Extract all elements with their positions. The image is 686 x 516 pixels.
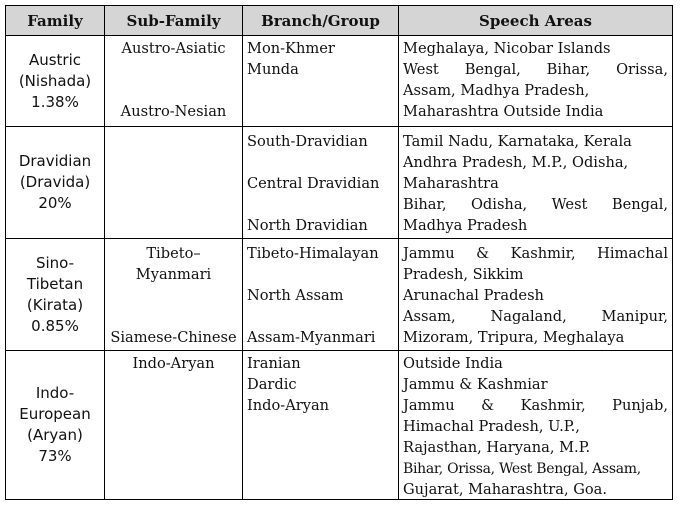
family-line: (Kirata) [26, 295, 84, 314]
speech-area-line: Maharashtra Outside India [403, 103, 604, 120]
speech-area-word: & [481, 397, 495, 414]
speech-area-line [403, 396, 668, 416]
speech-area-word: Himachal [597, 245, 668, 262]
speech-area-word: Jammu [403, 397, 455, 414]
table-row [6, 351, 673, 500]
header-branch-group: Branch/Group [243, 6, 399, 36]
speech-area-word: Nagaland, [490, 308, 567, 325]
speech-area-line [403, 60, 668, 80]
speech-areas-cell [399, 351, 673, 500]
branch-cell [243, 351, 399, 500]
speech-area-line: Outside India [403, 355, 503, 372]
table-row [6, 36, 673, 127]
subfamily-cell [105, 239, 243, 351]
subfamily-line: Indo-Aryan [132, 355, 215, 372]
speech-area-word: Bihar, [403, 196, 447, 213]
speech-area-line: Andhra Pradesh, M.P., Odisha, [403, 154, 629, 171]
family-line: Austric [28, 50, 82, 69]
speech-area-word: Kashmir, [520, 397, 586, 414]
branch-line: Assam-Myanmari [247, 329, 376, 346]
family-line: European [19, 405, 91, 423]
speech-areas-cell [399, 127, 673, 239]
speech-area-line: Gujarat, Maharashtra, Goa. [403, 481, 608, 498]
subfamily-cell [105, 351, 243, 500]
family-line: Dravidian [18, 152, 92, 170]
speech-area-word: West [551, 196, 588, 213]
family-line: Indo- [35, 384, 75, 402]
family-line: Sino- [35, 253, 75, 272]
speech-area-line: Pradesh, Sikkim [403, 266, 524, 283]
branch-line: Iranian [247, 355, 301, 372]
family-line: 0.85% [31, 316, 79, 335]
subfamily-cell [105, 127, 243, 239]
subfamily-line: Austro-Nesian [120, 103, 227, 120]
branch-cell [243, 239, 399, 351]
speech-area-line: Jammu & Kashmiar [403, 376, 548, 393]
family-line: Tibetan [26, 274, 84, 293]
family-cell [6, 36, 105, 127]
family-line: 20% [38, 194, 72, 212]
family-cell [6, 239, 105, 351]
speech-area-line: Mizoram, Tripura, Meghalaya [403, 329, 625, 346]
family-line: (Nishada) [18, 71, 92, 90]
branch-line: Mon-Khmer [247, 40, 335, 57]
speech-area-line: Himachal Pradesh, U.P., [403, 418, 580, 435]
subfamily-line: Myanmari [135, 266, 212, 283]
speech-area-word: Assam, [403, 308, 456, 325]
table-row [6, 127, 673, 239]
branch-line: North Assam [247, 287, 344, 304]
family-cell [6, 127, 105, 239]
speech-area-line: Madhya Pradesh [403, 217, 528, 234]
speech-area-line [403, 244, 668, 264]
speech-area-line: Meghalaya, Nicobar Islands [403, 40, 611, 57]
family-line: 73% [38, 447, 72, 465]
language-families-table-container [5, 5, 672, 500]
speech-area-word: Bihar, [546, 61, 591, 78]
speech-area-line: Arunachal Pradesh [403, 287, 544, 304]
speech-area-word: & [476, 245, 490, 262]
speech-area-word: West [403, 61, 439, 78]
speech-area-word: Jammu [403, 245, 455, 262]
branch-line: Indo-Aryan [247, 397, 330, 414]
subfamily-line: Siamese-Chinese [110, 329, 237, 346]
branch-line: Munda [247, 61, 299, 78]
speech-area-word: Kashmir, [510, 245, 576, 262]
speech-area-word: Punjab, [612, 397, 668, 414]
speech-areas-cell [399, 36, 673, 127]
speech-area-line: Maharashtra [403, 175, 499, 192]
speech-area-word: Orissa, [616, 61, 668, 78]
speech-area-line [403, 307, 668, 327]
family-cell [6, 351, 105, 500]
branch-cell [243, 36, 399, 127]
subfamily-line: Tibeto– [146, 245, 201, 262]
header-row [6, 6, 673, 36]
speech-area-word: Odisha, [470, 196, 528, 213]
subfamily-line: Austro-Asiatic [121, 40, 226, 57]
branch-line: Tibeto-Himalayan [247, 245, 379, 262]
speech-area-line: Tamil Nadu, Karnataka, Kerala [403, 133, 632, 150]
header-speech-areas: Speech Areas [399, 6, 673, 36]
branch-line: South-Dravidian [247, 133, 368, 150]
family-line: 1.38% [31, 92, 79, 111]
speech-area-line: Assam, Madhya Pradesh, [403, 82, 590, 99]
header-sub-family: Sub-Family [105, 6, 243, 36]
speech-area-line: Bihar, Orissa, West Bengal, Assam, [403, 461, 641, 477]
table-row [6, 239, 673, 351]
subfamily-cell [105, 36, 243, 127]
speech-area-line: Rajasthan, Haryana, M.P. [403, 439, 591, 456]
family-line: (Dravida) [19, 173, 91, 191]
branch-cell [243, 127, 399, 239]
speech-area-word: Bengal, [611, 196, 668, 213]
branch-line: Central Dravidian [247, 175, 380, 192]
branch-line: North Dravidian [247, 217, 368, 234]
header-family: Family [6, 6, 105, 36]
speech-area-line [403, 195, 668, 215]
language-families-table [5, 5, 673, 500]
speech-areas-cell [399, 239, 673, 351]
speech-area-word: Bengal, [464, 61, 521, 78]
speech-area-word: Manipur, [601, 308, 668, 325]
branch-line: Dardic [247, 376, 297, 393]
family-line: (Aryan) [27, 426, 83, 444]
